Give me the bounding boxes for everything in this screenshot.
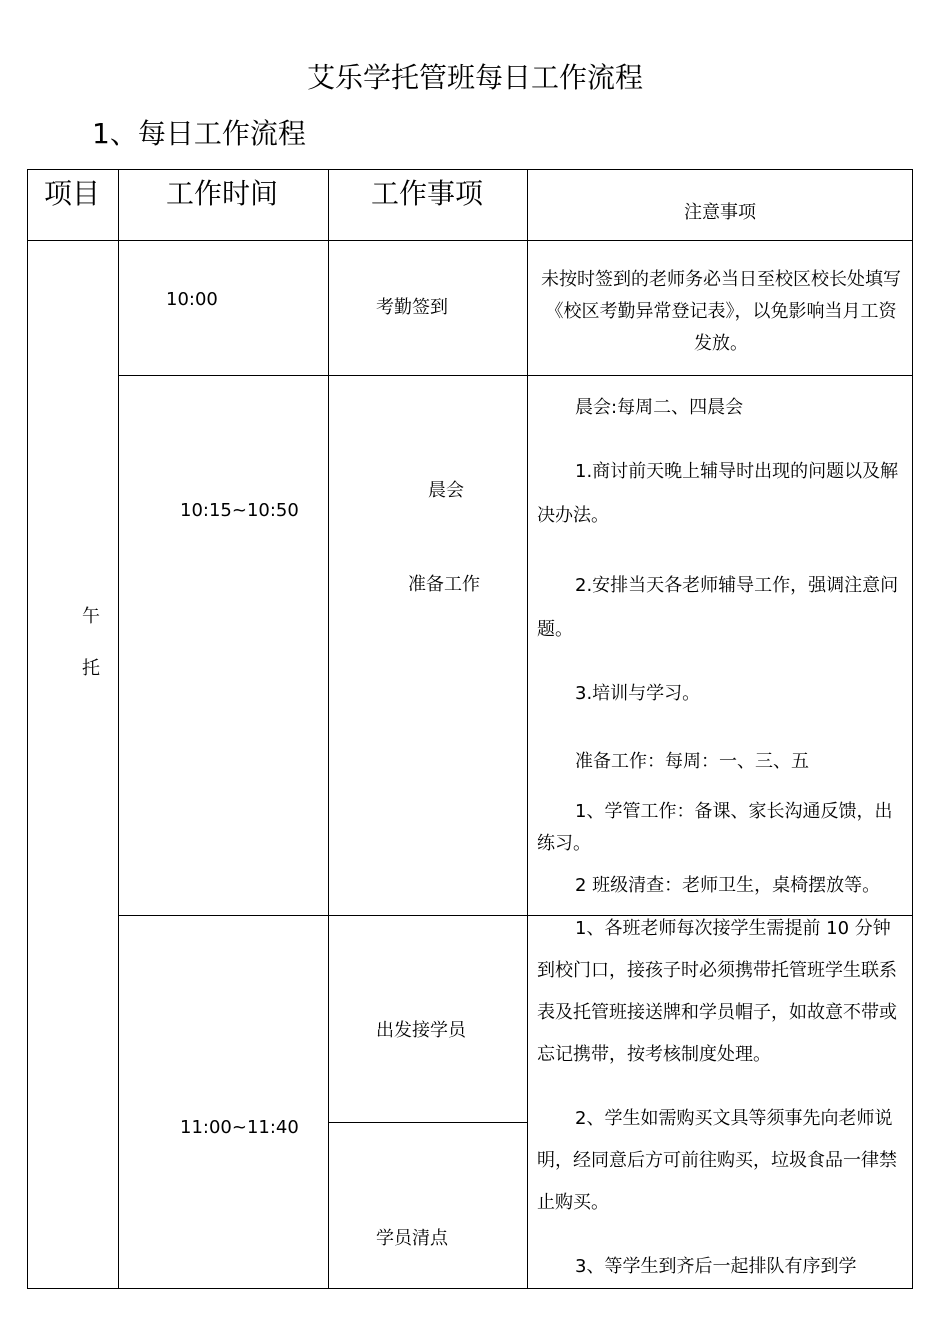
- table-border-bottom: [27, 1288, 913, 1289]
- category-char: 托: [82, 658, 100, 679]
- header-time: 工作时间: [166, 177, 279, 210]
- header-divider: [27, 240, 913, 241]
- column-divider: [118, 169, 119, 1289]
- row-time: 10:15~10:50: [180, 500, 299, 521]
- note-paragraph: 2、学生如需购买文具等须事先向老师说明，经同意后方可前往购买，垃圾食品一律禁止购买。: [537, 1108, 897, 1213]
- table-border-top: [27, 169, 913, 170]
- note-paragraph: 3、等学生到齐后一起排队有序到学: [575, 1256, 857, 1277]
- note-paragraph: 准备工作：每周：一、三、五: [575, 751, 809, 772]
- note-paragraph: 晨会:每周二、四晨会: [575, 397, 744, 418]
- table-border-right: [912, 169, 913, 1289]
- section-heading: 1、每日工作流程: [92, 117, 306, 150]
- column-divider: [328, 169, 329, 1289]
- note-paragraph: 1、各班老师每次接学生需提前 10 分钟到校门口，接孩子时必须携带托管班学生联系表及托管班接送牌和学员帽子，如故意不带或忘记携带，按考核制度处理。: [537, 918, 897, 1065]
- header-notes: 注意事项: [684, 202, 756, 223]
- header-task: 工作事项: [371, 177, 484, 210]
- column-divider: [527, 169, 528, 1289]
- row-divider: [118, 375, 913, 376]
- note-paragraph: 未按时签到的老师务必当日至校区校长处填写《校区考勤异常登记表》，以免影响当月工资发放。: [541, 269, 901, 354]
- table-border-left: [27, 169, 28, 1289]
- row-notes: [537, 264, 905, 360]
- row-time: 11:00~11:40: [180, 1117, 299, 1138]
- header-item: 项目: [44, 177, 101, 210]
- note-paragraph: 2.安排当天各老师辅导工作，强调注意问题。: [537, 575, 899, 640]
- task-subdivider: [328, 1122, 527, 1123]
- row-task: 考勤签到: [376, 297, 448, 318]
- row-task: 出发接学员: [376, 1020, 466, 1041]
- note-paragraph: 3.培训与学习。: [575, 683, 701, 704]
- category-char: 午: [82, 606, 100, 627]
- row-task: 准备工作: [408, 574, 480, 595]
- row-notes: [537, 908, 905, 1288]
- row-time: 10:00: [166, 289, 218, 310]
- document-title: 艾乐学托管班每日工作流程: [306, 61, 643, 94]
- row-task: 学员清点: [376, 1228, 448, 1249]
- note-paragraph: 2 班级清查：老师卫生，桌椅摆放等。: [575, 875, 881, 896]
- note-paragraph: 1、学管工作：备课、家长沟通反馈，出练习。: [537, 801, 893, 854]
- row-notes: [537, 392, 905, 902]
- note-paragraph: 1.商讨前天晚上辅导时出现的问题以及解决办法。: [537, 461, 899, 526]
- row-task: 晨会: [428, 480, 464, 501]
